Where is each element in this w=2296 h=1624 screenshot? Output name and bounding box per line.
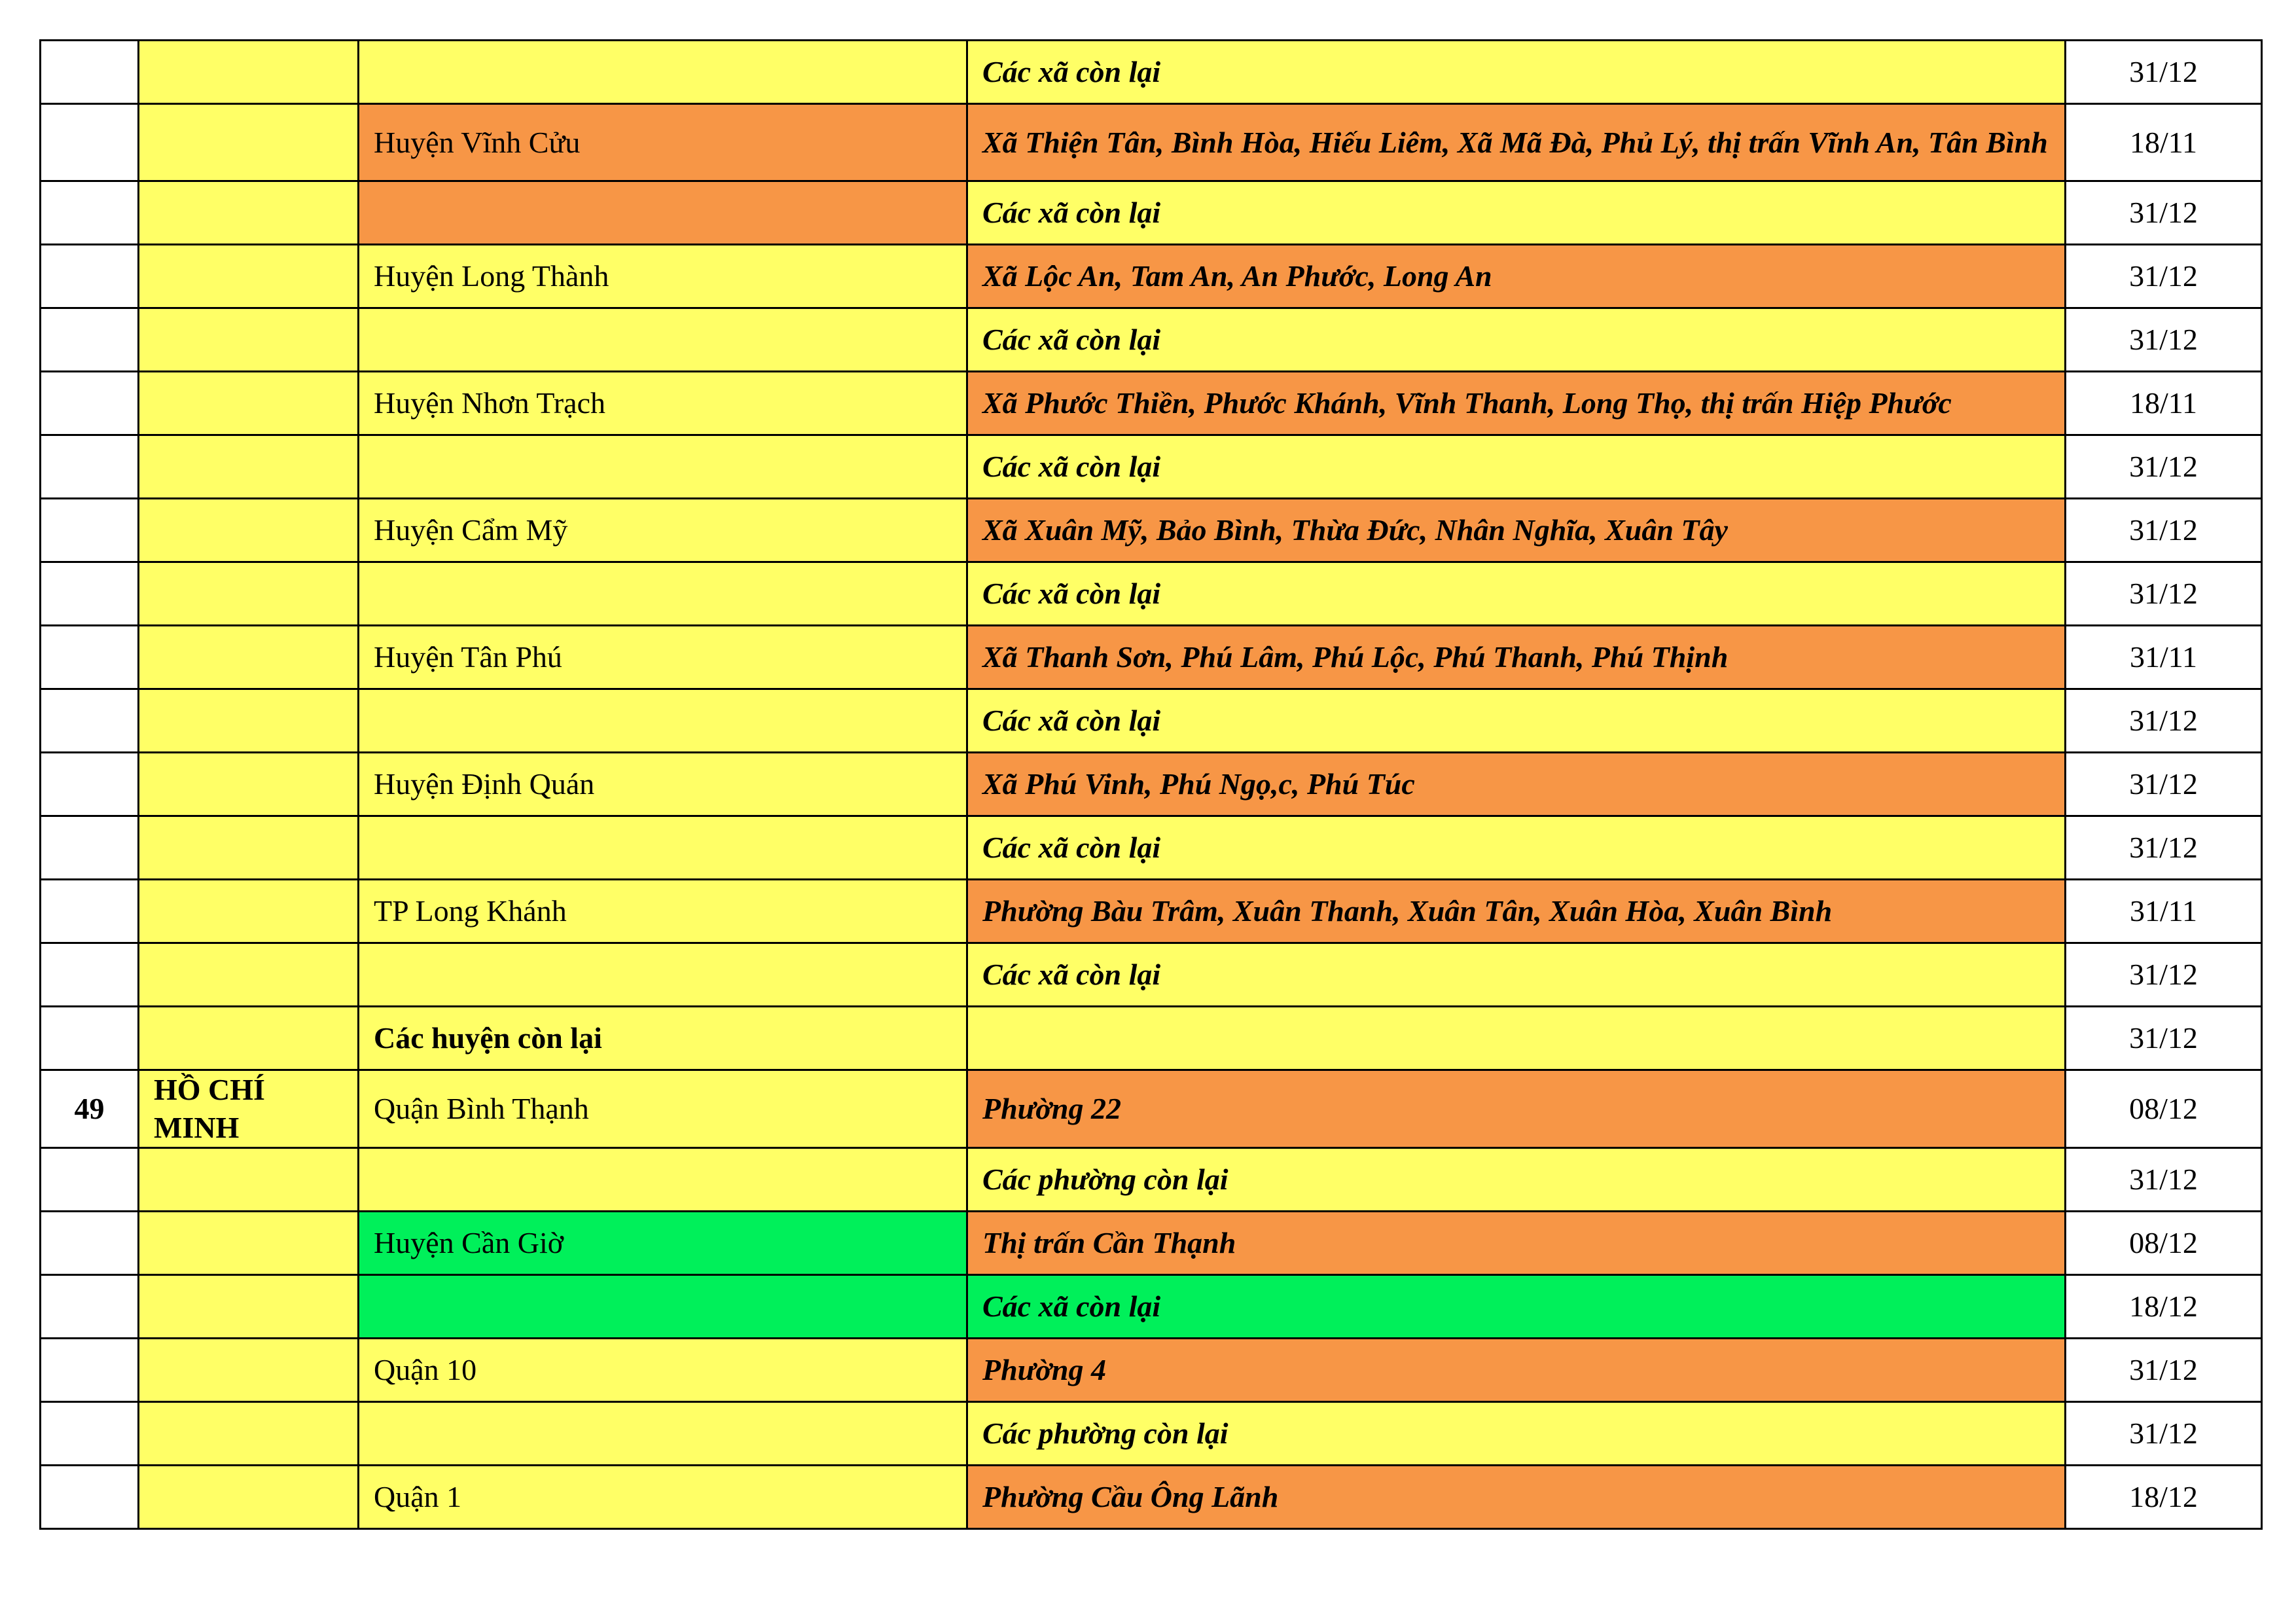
district-cell: Quận Bình Thạnh: [359, 1070, 967, 1148]
province-cell: [139, 1402, 359, 1466]
date-cell: 31/12: [2066, 943, 2262, 1007]
province-cell: [139, 435, 359, 499]
table-row: [41, 562, 2262, 626]
table-row: [41, 308, 2262, 372]
district-cell: Huyện Vĩnh Cửu: [359, 104, 967, 181]
date-cell: 31/12: [2066, 499, 2262, 562]
area-cell: Xã Lộc An, Tam An, An Phước, Long An: [967, 245, 2066, 308]
province-cell: HỒ CHÍ MINH: [139, 1070, 359, 1148]
area-cell: Xã Phước Thiền, Phước Khánh, Vĩnh Thanh, Long Thọ, thị trấn Hiệp Phước: [967, 372, 2066, 435]
district-cell: Các huyện còn lại: [359, 1007, 967, 1070]
province-cell: [139, 943, 359, 1007]
district-cell: Huyện Cần Giờ: [359, 1212, 967, 1275]
table-row: [41, 1007, 2262, 1070]
row-number-cell: [41, 1275, 139, 1339]
date-cell: 31/12: [2066, 1007, 2262, 1070]
district-cell: Huyện Tân Phú: [359, 626, 967, 689]
row-number-cell: [41, 880, 139, 943]
area-cell: Xã Xuân Mỹ, Bảo Bình, Thừa Đức, Nhân Nghĩa, Xuân Tây: [967, 499, 2066, 562]
date-cell: 31/11: [2066, 626, 2262, 689]
row-number-cell: [41, 499, 139, 562]
district-cell: Huyện Long Thành: [359, 245, 967, 308]
table-row: [41, 816, 2262, 880]
row-number-cell: [41, 753, 139, 816]
district-cell: [359, 816, 967, 880]
province-cell: [139, 41, 359, 104]
area-cell: Xã Thiện Tân, Bình Hòa, Hiếu Liêm, Xã Mã Đà, Phủ Lý, thị trấn Vĩnh An, Tân Bình: [967, 104, 2066, 181]
area-cell: Các xã còn lại: [967, 181, 2066, 245]
table-row: [41, 1402, 2262, 1466]
table-row: [41, 181, 2262, 245]
province-cell: [139, 1007, 359, 1070]
row-number-cell: [41, 1212, 139, 1275]
area-cell: Các xã còn lại: [967, 689, 2066, 753]
table-row: [41, 880, 2262, 943]
table-row: [41, 372, 2262, 435]
area-cell: Phường Cầu Ông Lãnh: [967, 1466, 2066, 1529]
row-number-cell: [41, 689, 139, 753]
area-cell: Các xã còn lại: [967, 1275, 2066, 1339]
row-number-cell: [41, 1339, 139, 1402]
area-cell: Các xã còn lại: [967, 943, 2066, 1007]
row-number-cell: [41, 41, 139, 104]
date-cell: 31/12: [2066, 1339, 2262, 1402]
row-number-cell: [41, 181, 139, 245]
province-cell: [139, 689, 359, 753]
date-cell: 31/12: [2066, 753, 2262, 816]
district-cell: TP Long Khánh: [359, 880, 967, 943]
table-row: [41, 1070, 2262, 1148]
table-row: [41, 245, 2262, 308]
province-cell: [139, 1212, 359, 1275]
province-cell: [139, 1148, 359, 1212]
table-row: [41, 1212, 2262, 1275]
province-cell: [139, 372, 359, 435]
area-cell: Xã Thanh Sơn, Phú Lâm, Phú Lộc, Phú Thanh, Phú Thịnh: [967, 626, 2066, 689]
table-row: [41, 1466, 2262, 1529]
area-cell: Các xã còn lại: [967, 41, 2066, 104]
table-row: [41, 1148, 2262, 1212]
province-cell: [139, 499, 359, 562]
table-body: [41, 41, 2262, 1529]
district-cell: [359, 181, 967, 245]
province-cell: [139, 104, 359, 181]
row-number-cell: [41, 1466, 139, 1529]
province-cell: [139, 562, 359, 626]
row-number-cell: [41, 1007, 139, 1070]
date-cell: 31/11: [2066, 880, 2262, 943]
district-cell: Quận 10: [359, 1339, 967, 1402]
schedule-table: [39, 39, 2263, 1530]
row-number-cell: [41, 626, 139, 689]
row-number-cell: [41, 816, 139, 880]
date-cell: 31/12: [2066, 1402, 2262, 1466]
table-row: [41, 689, 2262, 753]
table-row: [41, 435, 2262, 499]
date-cell: 31/12: [2066, 816, 2262, 880]
area-cell: Thị trấn Cần Thạnh: [967, 1212, 2066, 1275]
area-cell: Các xã còn lại: [967, 562, 2066, 626]
area-cell: [967, 1007, 2066, 1070]
province-cell: [139, 880, 359, 943]
table-row: [41, 1339, 2262, 1402]
district-cell: [359, 1148, 967, 1212]
area-cell: Phường Bàu Trâm, Xuân Thanh, Xuân Tân, Xuân Hòa, Xuân Bình: [967, 880, 2066, 943]
row-number-cell: [41, 943, 139, 1007]
district-cell: Huyện Cẩm Mỹ: [359, 499, 967, 562]
area-cell: Các xã còn lại: [967, 308, 2066, 372]
date-cell: 31/12: [2066, 435, 2262, 499]
area-cell: Phường 22: [967, 1070, 2066, 1148]
date-cell: 08/12: [2066, 1070, 2262, 1148]
area-cell: Các xã còn lại: [967, 435, 2066, 499]
date-cell: 08/12: [2066, 1212, 2262, 1275]
area-cell: Các phường còn lại: [967, 1148, 2066, 1212]
district-cell: Huyện Nhơn Trạch: [359, 372, 967, 435]
date-cell: 31/12: [2066, 1148, 2262, 1212]
province-cell: [139, 181, 359, 245]
table-row: [41, 753, 2262, 816]
area-cell: Xã Phú Vinh, Phú Ngọ,c, Phú Túc: [967, 753, 2066, 816]
province-cell: [139, 1275, 359, 1339]
row-number-cell: [41, 308, 139, 372]
province-cell: [139, 1466, 359, 1529]
province-cell: [139, 816, 359, 880]
province-cell: [139, 753, 359, 816]
district-cell: [359, 1402, 967, 1466]
row-number-cell: [41, 1402, 139, 1466]
district-cell: [359, 435, 967, 499]
district-cell: Quận 1: [359, 1466, 967, 1529]
row-number-cell: [41, 1148, 139, 1212]
province-cell: [139, 245, 359, 308]
table-row: [41, 626, 2262, 689]
area-cell: Các xã còn lại: [967, 816, 2066, 880]
date-cell: 31/12: [2066, 181, 2262, 245]
province-cell: [139, 626, 359, 689]
date-cell: 31/12: [2066, 689, 2262, 753]
district-cell: [359, 689, 967, 753]
district-cell: [359, 308, 967, 372]
district-cell: [359, 41, 967, 104]
row-number-cell: [41, 372, 139, 435]
date-cell: 31/12: [2066, 308, 2262, 372]
row-number-cell: [41, 245, 139, 308]
area-cell: Các phường còn lại: [967, 1402, 2066, 1466]
district-cell: [359, 562, 967, 626]
province-cell: [139, 308, 359, 372]
date-cell: 31/12: [2066, 41, 2262, 104]
date-cell: 31/12: [2066, 562, 2262, 626]
row-number-cell: [41, 435, 139, 499]
area-cell: Phường 4: [967, 1339, 2066, 1402]
row-number-cell: [41, 562, 139, 626]
date-cell: 31/12: [2066, 245, 2262, 308]
table-row: [41, 104, 2262, 181]
row-number-cell: 49: [41, 1070, 139, 1148]
date-cell: 18/11: [2066, 372, 2262, 435]
table-row: [41, 943, 2262, 1007]
date-cell: 18/12: [2066, 1275, 2262, 1339]
table-row: [41, 1275, 2262, 1339]
table-row: [41, 41, 2262, 104]
district-cell: [359, 1275, 967, 1339]
row-number-cell: [41, 104, 139, 181]
province-cell: [139, 1339, 359, 1402]
district-cell: Huyện Định Quán: [359, 753, 967, 816]
date-cell: 18/11: [2066, 104, 2262, 181]
district-cell: [359, 943, 967, 1007]
table-row: [41, 499, 2262, 562]
date-cell: 18/12: [2066, 1466, 2262, 1529]
